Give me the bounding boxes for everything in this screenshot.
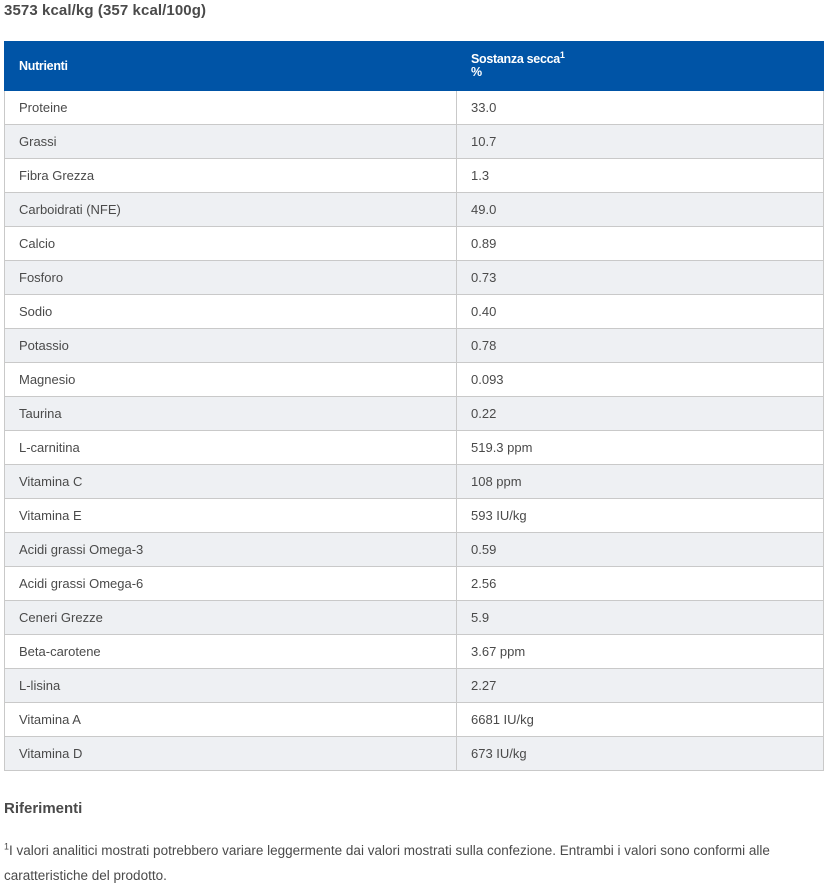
nutrient-value: 1.3 [457, 159, 824, 193]
table-row [5, 193, 824, 227]
nutrient-name: Fosforo [5, 261, 457, 295]
nutrient-name: Taurina [5, 397, 457, 431]
table-row [5, 431, 824, 465]
nutrient-name: Vitamina E [5, 499, 457, 533]
nutrient-name: Carboidrati (NFE) [5, 193, 457, 227]
table-row [5, 227, 824, 261]
footnote-marker: 1 [4, 841, 10, 852]
nutrient-value: 0.093 [457, 363, 824, 397]
nutrient-value: 10.7 [457, 125, 824, 159]
table-row [5, 397, 824, 431]
table-row [5, 533, 824, 567]
header-dry-matter [457, 42, 824, 91]
nutrient-name: L-carnitina [5, 431, 457, 465]
nutrient-value: 6681 IU/kg [457, 703, 824, 737]
nutrient-name: Vitamina A [5, 703, 457, 737]
nutrient-name: Calcio [5, 227, 457, 261]
table-row [5, 737, 824, 771]
nutrient-name: Acidi grassi Omega-3 [5, 533, 457, 567]
nutrient-name: Acidi grassi Omega-6 [5, 567, 457, 601]
nutrient-value: 3.67 ppm [457, 635, 824, 669]
table-row [5, 125, 824, 159]
nutrient-name: Fibra Grezza [5, 159, 457, 193]
nutrient-value: 49.0 [457, 193, 824, 227]
header-nutrient: Nutrienti [5, 42, 457, 91]
header-dry-matter-label: Sostanza secca [471, 52, 560, 66]
table-row [5, 261, 824, 295]
header-unit: % [471, 65, 482, 79]
nutrient-value: 0.40 [457, 295, 824, 329]
nutrient-value: 0.78 [457, 329, 824, 363]
table-row [5, 91, 824, 125]
table-row [5, 159, 824, 193]
nutrient-value: 0.89 [457, 227, 824, 261]
nutrient-table [4, 41, 824, 771]
table-row [5, 601, 824, 635]
references-title: Riferimenti [4, 800, 83, 817]
nutrient-value: 0.22 [457, 397, 824, 431]
table-row [5, 465, 824, 499]
nutrient-name: Sodio [5, 295, 457, 329]
nutrient-name: Beta-carotene [5, 635, 457, 669]
nutrient-value: 593 IU/kg [457, 499, 824, 533]
nutrient-name: Proteine [5, 91, 457, 125]
nutrient-value: 108 ppm [457, 465, 824, 499]
table-row [5, 295, 824, 329]
table-row [5, 329, 824, 363]
nutrient-name: Ceneri Grezze [5, 601, 457, 635]
nutrient-value: 2.27 [457, 669, 824, 703]
nutrient-name: Vitamina D [5, 737, 457, 771]
footnote-text: I valori analitici mostrati potrebbero variare leggermente dai valori mostrati sulla confezione. Entrambi i valori sono conformi alle caratteristiche del prodotto. [4, 843, 770, 883]
nutrient-value: 0.59 [457, 533, 824, 567]
nutrient-value: 0.73 [457, 261, 824, 295]
table-row [5, 363, 824, 397]
nutrient-name: Potassio [5, 329, 457, 363]
header-footnote-marker: 1 [559, 49, 565, 60]
table-row [5, 669, 824, 703]
nutrient-value: 2.56 [457, 567, 824, 601]
nutrient-name: Magnesio [5, 363, 457, 397]
table-row [5, 499, 824, 533]
nutrient-value: 673 IU/kg [457, 737, 824, 771]
nutrient-name: L-lisina [5, 669, 457, 703]
nutrient-name: Vitamina C [5, 465, 457, 499]
table-row [5, 635, 824, 669]
table-header [5, 42, 824, 91]
nutrient-value: 519.3 ppm [457, 431, 824, 465]
references-note [4, 838, 829, 888]
nutrient-value: 33.0 [457, 91, 824, 125]
nutrient-value: 5.9 [457, 601, 824, 635]
energy-value: 3573 kcal/kg (357 kcal/100g) [4, 2, 207, 19]
table-body [5, 91, 824, 771]
table-row [5, 567, 824, 601]
nutrient-name: Grassi [5, 125, 457, 159]
table-row [5, 703, 824, 737]
